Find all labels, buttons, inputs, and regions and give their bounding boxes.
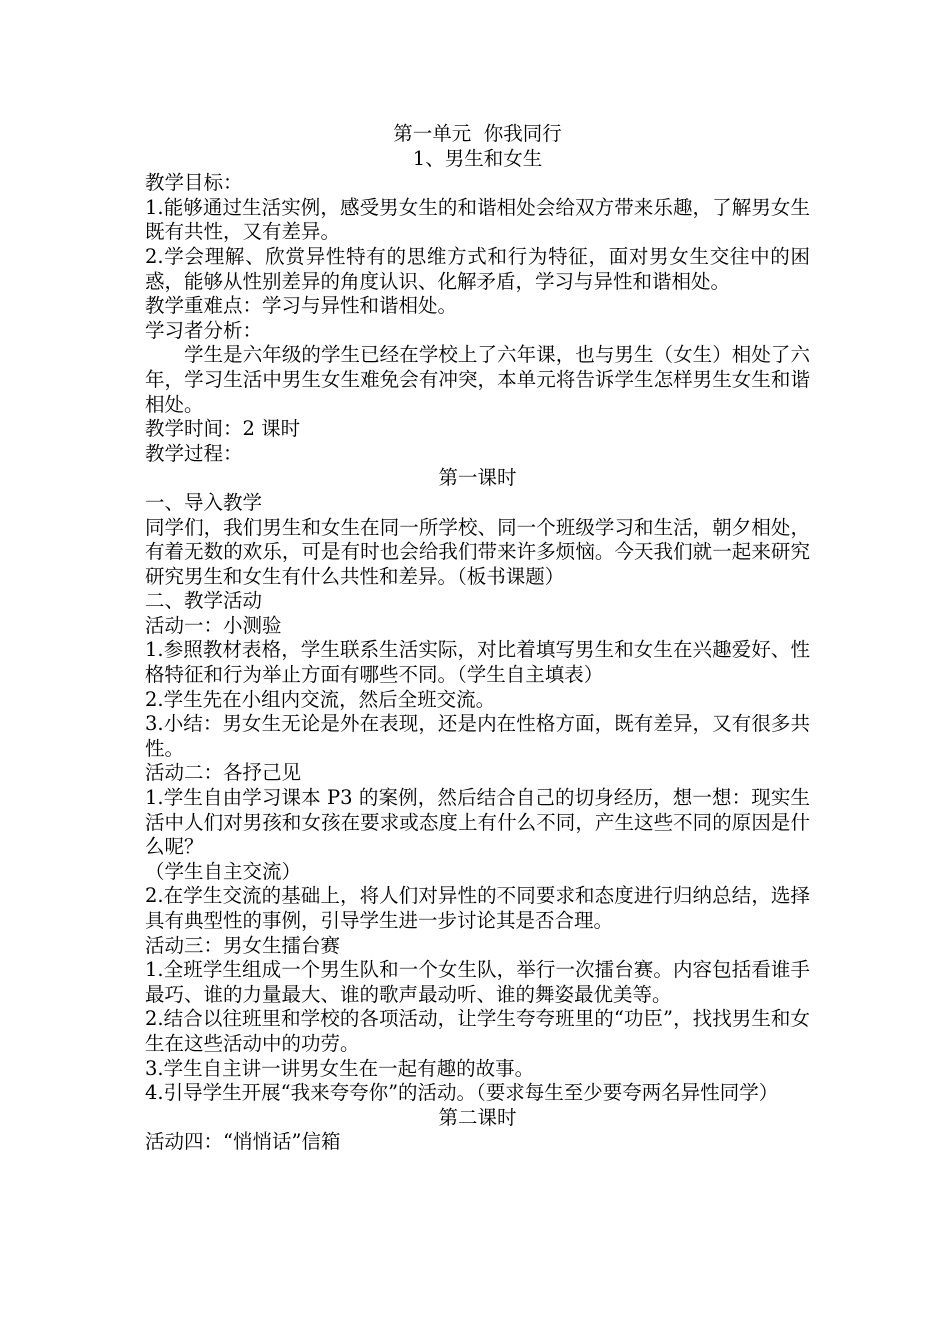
activity-item: 2.学生先在小组内交流，然后全班交流。 <box>145 687 496 711</box>
activity-item: （学生自主交流） <box>145 859 302 883</box>
activity-item: 3.小结：男女生无论是外在表现，还是内在性格方面，既有差异，又有很多共性。 <box>145 712 810 760</box>
activity-heading: 活动四：“悄悄话”信箱 <box>145 1130 341 1154</box>
lesson-title: 1、男生和女生 <box>412 146 543 170</box>
unit-title: 第一单元 你我同行 <box>393 122 562 145</box>
session-title: 第一课时 <box>438 466 517 490</box>
learner-heading: 学习者分析： <box>145 318 263 342</box>
key-points: 教学重难点：学习与异性和谐相处。 <box>145 294 458 318</box>
part-heading: 二、教学活动 <box>145 589 263 613</box>
activity-item: 2.在学生交流的基础上，将人们对异性的不同要求和态度进行归纳总结，选择具有典型性的事例，引导学生进一步讨论其是否合理。 <box>145 884 810 932</box>
learner-text: 学生是六年级的学生已经在学校上了六年课，也与男生（女生）相处了六年，学习生活中男生女生难免会有冲突，本单元将告诉学生怎样男生女生和谐相处。 <box>145 343 810 416</box>
part-heading: 一、导入教学 <box>145 490 263 514</box>
goal-item: 1.能够通过生活实例，感受男女生的和谐相处会给双方带来乐趣，了解男女生既有共性，又有差异。 <box>145 195 810 244</box>
document-page <box>145 122 810 1155</box>
activity-heading: 活动三：男女生擂台赛 <box>145 933 341 957</box>
activity-item: 3.学生自主讲一讲男女生在一起有趣的故事。 <box>145 1056 535 1080</box>
activity-heading: 活动一：小测验 <box>145 613 282 637</box>
part-text: 同学们，我们男生和女生在同一所学校、同一个班级学习和生活，朝夕相处，有着无数的欢乐，可是有时也会给我们带来许多烦恼。今天我们就一起来研究研究男生和女生有什么共性和差异。（板书课题） <box>145 515 810 588</box>
goal-item: 2.学会理解、欣赏异性特有的思维方式和行为特征，面对男女生交往中的困惑，能够从性别差异的角度认识、化解矛盾，学习与异性和谐相处。 <box>145 244 810 293</box>
activity-item: 4.引导学生开展“我来夸夸你”的活动。（要求每生至少要夸两名异性同学） <box>145 1081 779 1105</box>
goals-heading: 教学目标： <box>145 171 243 195</box>
activity-item: 2.结合以往班里和学校的各项活动，让学生夸夸班里的“功臣”，找找男生和女生在这些活动中的功劳。 <box>145 1007 810 1055</box>
session-title: 第二课时 <box>438 1105 517 1129</box>
activity-item: 1.学生自由学习课本 P3 的案例，然后结合自己的切身经历，想一想：现实生活中人们对男孩和女孩在要求或态度上有什么不同，产生这些不同的原因是什么呢？ <box>145 786 810 859</box>
activity-heading: 活动二：各抒己见 <box>145 761 302 785</box>
activity-item: 1.全班学生组成一个男生队和一个女生队，举行一次擂台赛。内容包括看谁手最巧、谁的力量最大、谁的歌声最动听、谁的舞姿最优美等。 <box>145 958 810 1006</box>
process-heading: 教学过程： <box>145 441 243 465</box>
teaching-time: 教学时间：2 课时 <box>145 417 301 441</box>
activity-item: 1.参照教材表格，学生联系生活实际，对比着填写男生和女生在兴趣爱好、性格特征和行为举止方面有哪些不同。（学生自主填表） <box>145 638 810 687</box>
